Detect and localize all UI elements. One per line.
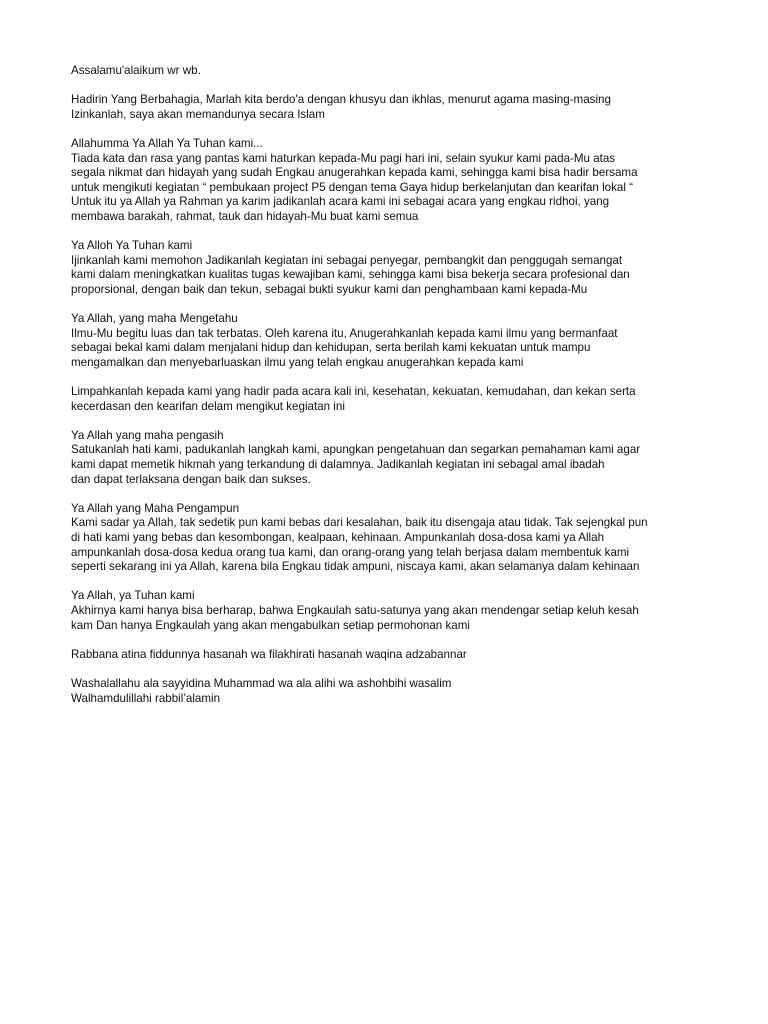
text-line: Tiada kata dan rasa yang pantas kami haturkan kepada-Mu pagi hari ini, selain syukur kami pada-Mu atas <box>71 151 616 165</box>
text-line: Washalallahu ala sayyidina Muhammad wa ala alihi wa ashohbihi wasalim <box>71 676 452 690</box>
paragraph <box>71 648 711 663</box>
text-line: Ya Allah yang Maha Pengampun <box>71 501 240 515</box>
paragraph <box>71 64 711 79</box>
text-line: Ya Allah, yang maha Mengetahu <box>71 312 238 326</box>
text-line: ampunkanlah dosa-dosa kedua orang tua kami, dan orang-orang yang telah berjasa dalam membentuk kami <box>71 545 630 559</box>
text-line: Ya Allah, ya Tuhan kami <box>71 589 195 603</box>
text-line: dan dapat terlaksana dengan baik dan sukses. <box>71 472 311 486</box>
text-line: seperti sekarang ini ya Allah, karena bila Engkau tidak ampuni, niscaya kami, akan selamanya dalam kehinaan <box>71 560 640 574</box>
text-line: Izinkanlah, saya akan memandunya secara Islam <box>71 107 325 121</box>
text-line: Ijinkanlah kami memohon Jadikanlah kegiatan ini sebagai penyegar, pembangkit dan penggugah semangat <box>71 253 623 267</box>
text-line: kami dapat memetik hikmah yang terkandung di dalamnya. Jadikanlah kegiatan ini sebagal amal ibadah <box>71 458 605 472</box>
text-line: di hati kami yang bebas dan kesombongan, kealpaan, kehinaan. Ampunkanlah dosa-dosa kami ya Allah <box>71 531 605 544</box>
text-line: membawa barakah, rahmat, tauk dan hidayah-Mu buat kami semua <box>71 209 419 223</box>
text-line: sebagai bekal kami dalam menjalani hidup dan kehidupan, serta berilah kami kekuatan untuk mampu <box>71 341 591 355</box>
paragraph <box>71 239 711 297</box>
text-line: Rabbana atina fiddunnya hasanah wa filakhirati hasanah waqina adzabannar <box>71 647 467 661</box>
text-line: Untuk itu ya Allah ya Rahman ya karim jadikanlah acara kami ini sebagai acara yang engkau ridhoi, yang <box>71 195 610 209</box>
text-line: Assalamu'alaikum wr wb. <box>71 64 201 77</box>
text-line: Kami sadar ya Allah, tak sedetik pun kami bebas dari kesalahan, baik itu disengaja atau tidak. Tak sejengkal pun <box>71 516 648 530</box>
text-line: Ya Alloh Ya Tuhan kami <box>71 239 193 253</box>
text-line: Akhirnya kami hanya bisa berharap, bahwa Engkaulah satu-satunya yang akan mendengar setiap keluh kesah <box>71 603 639 617</box>
text-line: segala nikmat dan hidayah yang sudah Engkau anugerahkan kepada kami, sehingga kami bisa hadir bersama <box>71 166 638 180</box>
text-line: kecerdasan den kearifan delam mengikut kegiatan ini <box>71 399 345 413</box>
text-line: Ilmu-Mu begitu luas dan tak terbatas. Oleh karena itu, Anugerahkanlah kepada kami ilmu yang bermanfaat <box>71 326 618 340</box>
text-line: Limpahkanlah kepada kami yang hadir pada acara kali ini, kesehatan, kekuatan, kemudahan, dan kekan serta <box>71 385 636 399</box>
text-line: Allahumma Ya Allah Ya Tuhan kami... <box>71 136 263 150</box>
paragraph <box>71 385 711 414</box>
document-body <box>71 64 711 721</box>
text-line: untuk mengikuti kegiatan “ pembukaan project P5 dengan tema Gaya hidup berkelanjutan dan kearifan lokal “ <box>71 180 634 194</box>
paragraph <box>71 429 711 487</box>
text-line: kami dalam meningkatkan kualitas tugas kewajiban kami, sehingga kami bisa bekerja secara profesional dan <box>71 268 630 282</box>
text-line: Walhamdulillahi rabbil’alamin <box>71 691 221 705</box>
text-line: Ya Allah yang maha pengasih <box>71 428 224 442</box>
paragraph <box>71 502 711 575</box>
text-line: mengamalkan dan menyebarluaskan ilmu yang telah engkau anugerahkan kepada kami <box>71 355 524 369</box>
paragraph <box>71 93 711 122</box>
paragraph <box>71 137 711 225</box>
text-line: kam Dan hanya Engkaulah yang akan mengabulkan setiap permohonan kami <box>71 618 470 632</box>
text-line: Hadirin Yang Berbahagia, Marlah kita berdo'a dengan khusyu dan ikhlas, menurut agama masing-masing <box>71 93 611 107</box>
paragraph <box>71 677 711 706</box>
paragraph <box>71 312 711 370</box>
text-line: Satukanlah hati kami, padukanlah langkah kami, apungkan pengetahuan dan segarkan pemahaman kami agar <box>71 443 641 457</box>
text-line: proporsional, dengan baik dan tekun, sebagai bukti syukur kami dan penghambaan kami kepada-Mu <box>71 282 588 296</box>
paragraph <box>71 589 711 633</box>
